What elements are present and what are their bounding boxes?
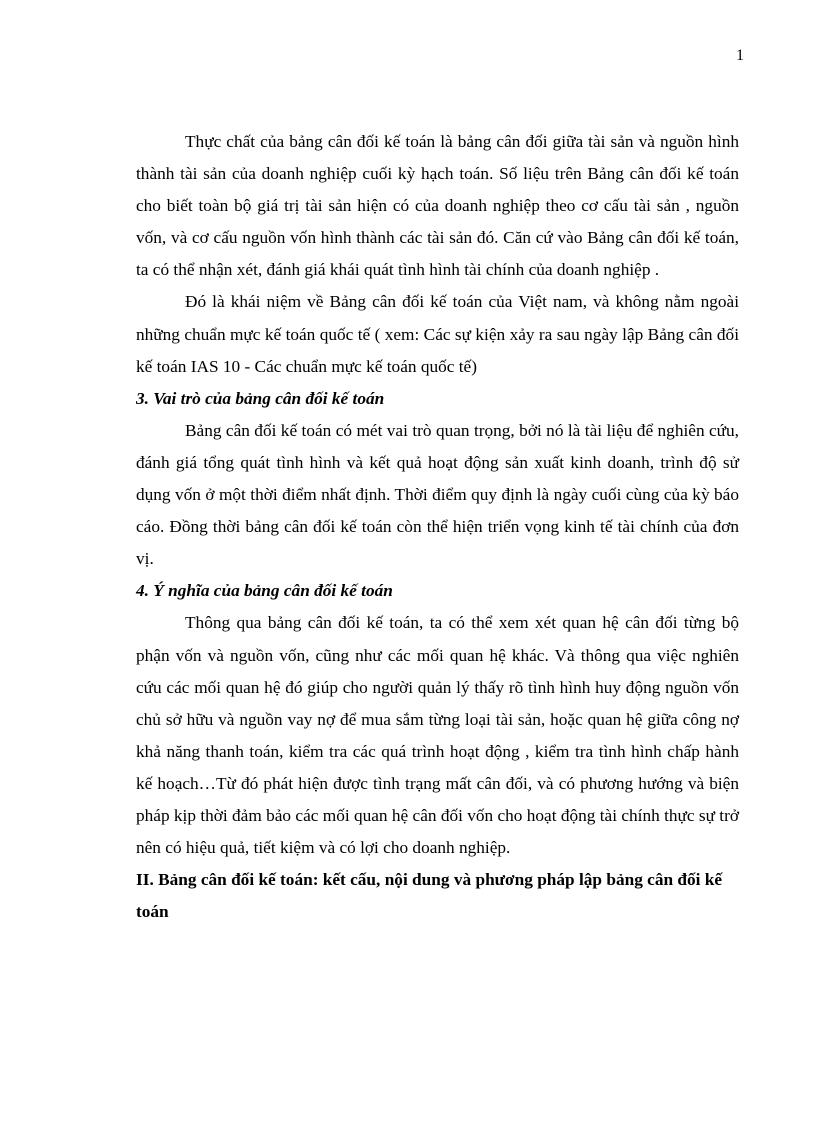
paragraph-meaning: Thông qua bảng cân đối kế toán, ta có thể xem xét quan hệ cân đối từng bộ phận vốn và nguồn vốn, cũng như các mối quan hệ khác. Và thông qua việc nghiên cứu các mối quan hệ đó giúp cho người quản lý thấy rõ tình hình huy động nguồn vốn chủ sở hữu và nguồn vay nợ để mua sắm từng loại tài sản, hoặc quan hệ giữa công nợ khả năng thanh toán, kiểm tra các quá trình hoạt động , kiểm tra tình hình chấp hành kế hoạch…Từ đó phát hiện được tình trạng mất cân đối, và có phương hướng và biện pháp kịp thời đảm bảo các mối quan hệ cân đối vốn cho hoạt động tài chính thực sự trở nên có hiệu quả, tiết kiệm và có lợi cho doanh nghiệp.: [136, 613, 739, 858]
paragraph-role: Bảng cân đối kế toán có mét vai trò quan trọng, bởi nó là tài liệu để nghiên cứu, đánh giá tổng quát tình hình và kết quả hoạt động sản xuất kinh doanh, trình độ sử dụng vốn ở một thời điểm nhất định. Thời điểm quy định là ngày cuối cùng của kỳ báo cáo. Đồng thời bảng cân đối kế toán còn thể hiện triển vọng kinh tế tài chính của đơn vị.: [136, 420, 739, 569]
page-number: 1: [736, 47, 744, 64]
heading-meaning: 4. Ý nghĩa của bảng cân đối kế toán: [136, 581, 393, 601]
heading-section-two: II. Bảng cân đối kế toán: kết cấu, nội dung và phương pháp lập bảng cân đối kế toán: [136, 870, 723, 922]
paragraph-definition: Thực chất của bảng cân đối kế toán là bảng cân đối giữa tài sản và nguồn hình thành tài sản của doanh nghiệp cuối kỳ hạch toán. Số liệu trên Bảng cân đối kế toán cho biết toàn bộ giá trị tài sản hiện có của doanh nghiệp theo cơ cấu tài sản , nguồn vốn, và cơ cấu nguồn vốn hình thành các tài sản đó. Căn cứ vào Bảng cân đối kế toán, ta có thể nhận xét, đánh giá khái quát tình hình tài chính của doanh nghiệp .: [136, 132, 739, 280]
paragraph-concept: Đó là khái niệm về Bảng cân đối kế toán của Việt nam, và không nằm ngoài những chuẩn mực kế toán quốc tế ( xem: Các sự kiện xảy ra sau ngày lập Bảng cân đối kế toán IAS 10 - Các chuẩn mực kế toán quốc tế): [136, 292, 739, 376]
heading-role: 3. Vai trò của bảng cân đối kế toán: [136, 388, 385, 408]
document-body: [136, 126, 739, 928]
